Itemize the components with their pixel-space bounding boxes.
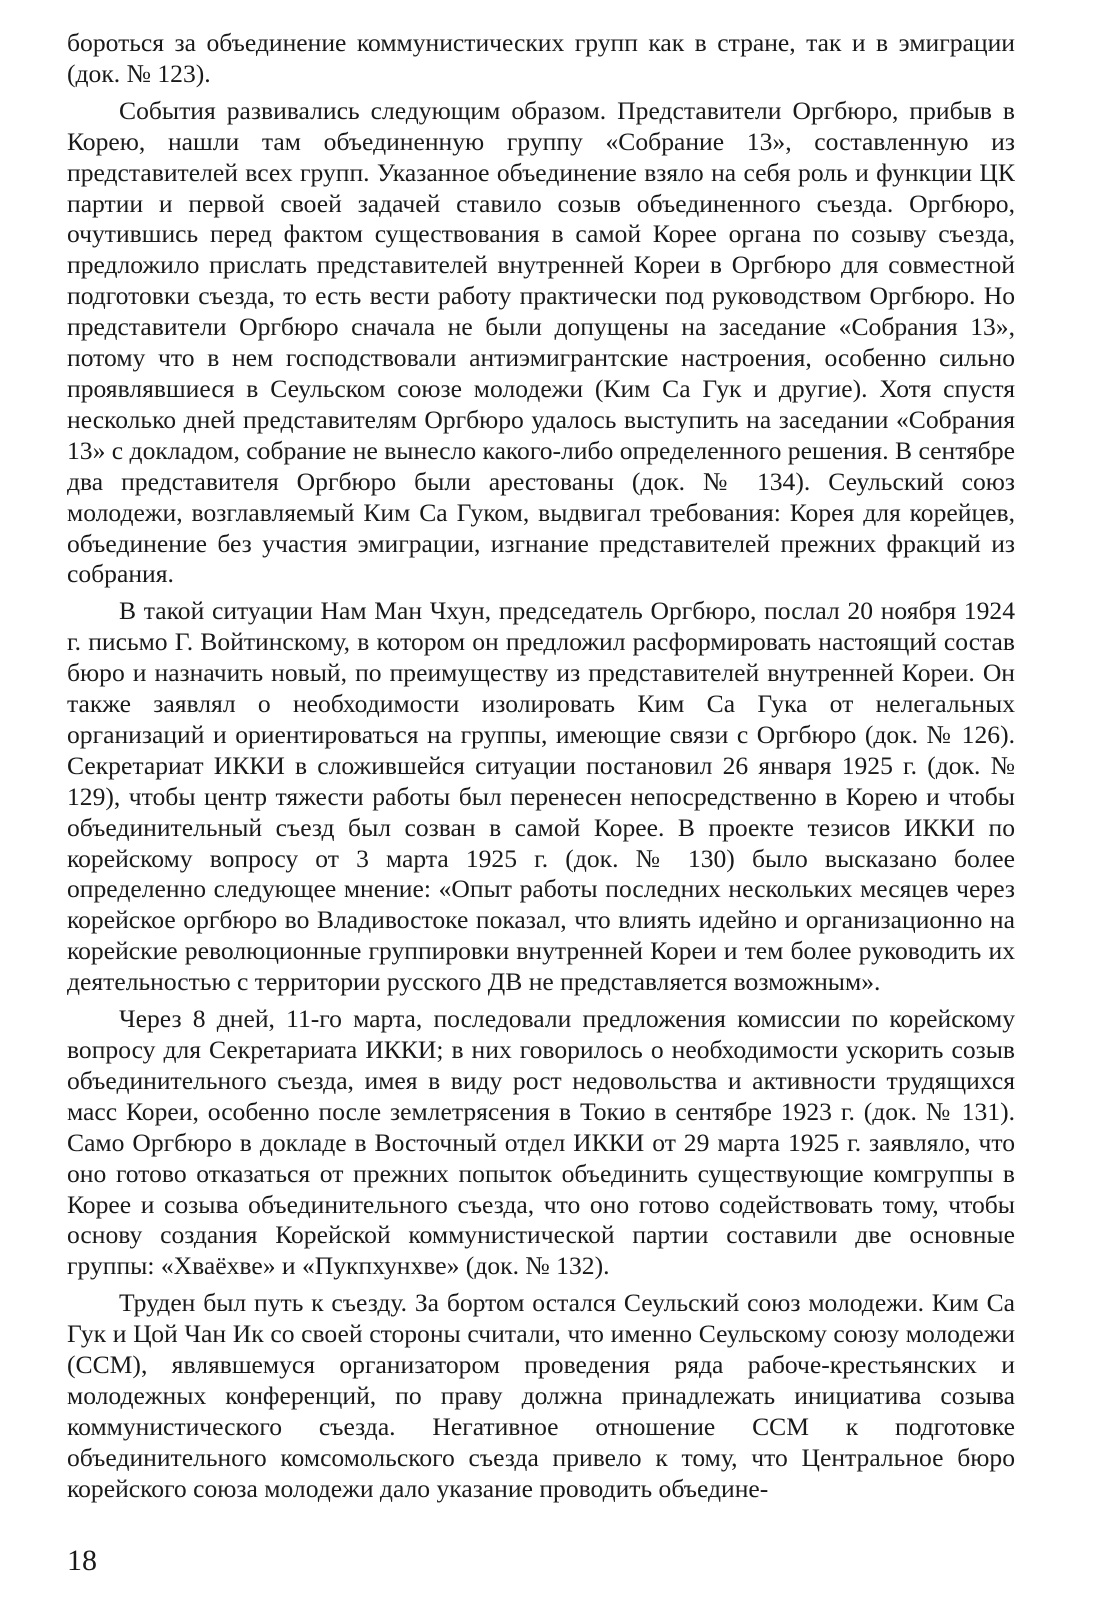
page-body	[67, 28, 1015, 1511]
paragraph-events: События развивались следующим образом. Представители Оргбюро, прибыв в Корею, нашли там объединенную группу «Собрание 13», составленную из представителей всех групп. Указанное объединение взяло на себя роль и функции ЦК партии и первой своей задачей ставило созыв объединенного съезда. Оргбюро, очутившись перед фактом существования в самой Корее органа по созыву съезда, предложило прислать представителей внутренней Кореи в Оргбюро для совместной подготовки съезда, то есть вести работу практически под руководством Оргбюро. Но представители Оргбюро сначала не были допущены на заседание «Собрания 13», потому что в нем господствовали антиэмигрантские настроения, особенно сильно проявлявшиеся в Сеульском союзе молодежи (Ким Са Гук и другие). Хотя спустя несколько дней представителям Оргбюро удалось выступить на заседании «Собрания 13» с докладом, собрание не вынесло какого-либо определенного решения. В сентябре два представителя Оргбюро были арестованы (док. № 134). Сеульский союз молодежи, возглавляемый Ким Са Гуком, выдвигал требования: Корея для корейцев, объединение без участия эмиграции, изгнание представителей прежних фракций из собрания.	[67, 95, 1015, 589]
paragraph-nam-man-chkhun: В такой ситуации Нам Ман Чхун, председатель Оргбюро, послал 20 ноября 1924 г. письмо Г. Войтинскому, в котором он предложил расформировать настоящий состав бюро и назначить новый, по преимуществу из представителей внутренней Кореи. Он также заявлял о необходимости изолировать Ким Са Гука от нелегальных организаций и ориентироваться на группы, имеющие связи с Оргбюро (док. № 126). Секретариат ИККИ в сложившейся ситуации постановил 26 января 1925 г. (док. № 129), чтобы центр тяжести работы был перенесен непосредственно в Корею и чтобы объединительный съезд был созван в самой Корее. В проекте тезисов ИККИ по корейскому вопросу от 3 марта 1925 г. (док. № 130) было высказано более определенно следующее мнение: «Опыт работы последних нескольких месяцев через корейское оргбюро во Владивостоке показал, что влиять идейно и организационно на корейские революционные группировки внутренней Кореи и тем более руководить их деятельностью с территории русского ДВ не представляется возможным».	[67, 596, 1015, 997]
paragraph-continuation: бороться за объединение коммунистических групп как в стране, так и в эмиграции (док. № 123).	[67, 28, 1015, 88]
paragraph-congress-path: Труден был путь к съезду. За бортом остался Сеульский союз молодежи. Ким Са Гук и Цой Чан Ик со своей стороны считали, что именно Сеульскому союзу молодежи (ССМ), являвшемуся организатором проведения ряда рабоче-крестьянских и молодежных конференций, по праву должна принадлежать инициатива созыва коммунистического съезда. Негативное отношение ССМ к подготовке объединительного комсомольского съезда привело к тому, что Центральное бюро корейского союза молодежи дало указание проводить объедине-	[67, 1288, 1015, 1503]
paragraph-commission: Через 8 дней, 11-го марта, последовали предложения комиссии по корейскому вопросу для Секретариата ИККИ; в них говорилось о необходимости ускорить созыв объединительного съезда, имея в виду рост недовольства и активности трудящихся масс Кореи, особенно после землетрясения в Токио в сентябре 1923 г. (док. № 131). Само Оргбюро в докладе в Восточный отдел ИККИ от 29 марта 1925 г. заявляло, что оно готово отказаться от прежних попыток объединить существующие комгруппы в Корее и созыва объединительного съезда, что оно готово содействовать тому, чтобы основу создания Корейской коммунистической партии составили две основные группы: «Хваёхве» и «Пукпхунхве» (док. № 132).	[67, 1004, 1015, 1281]
page-number: 18	[67, 1544, 97, 1577]
